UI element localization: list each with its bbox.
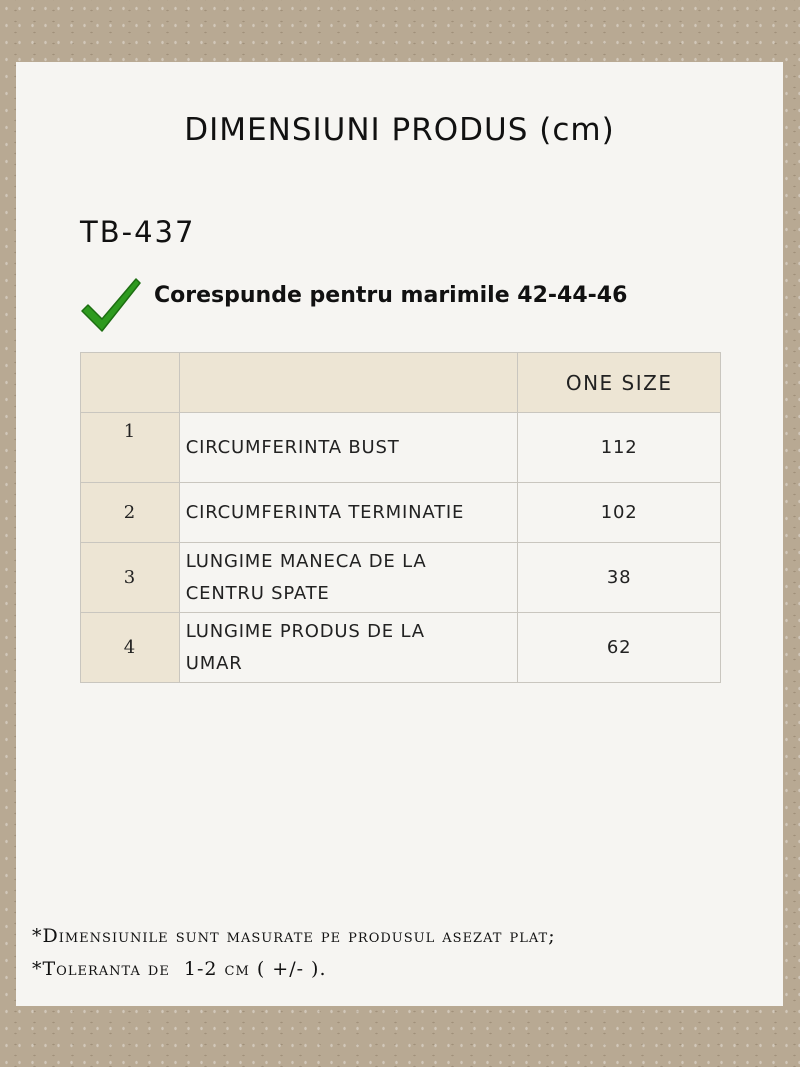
header-measure-cell [179,353,518,413]
check-icon [80,275,142,333]
table-row [81,483,721,543]
table-header-row [81,353,721,413]
table-row [81,543,721,613]
row-measure-line: LUNGIME MANECA DE LA [185,550,427,572]
row-value: 102 [518,483,721,543]
row-measure: CIRCUMFERINTA TERMINATIE [179,483,518,543]
row-index: 4 [81,613,180,683]
row-index: 2 [81,483,180,543]
product-card [16,62,783,1006]
notes [32,920,556,986]
row-index: 1 [81,413,180,483]
note-line: *Toleranta de 1-2 cm ( +/- ). [32,958,327,980]
table-row [81,413,721,483]
row-measure-line: LUNGIME PRODUS DE LA [185,620,425,642]
page-title: DIMENSIUNI PRODUS (cm) [184,112,615,148]
size-table [80,352,721,683]
row-measure: CIRCUMFERINTA BUST [179,413,518,483]
row-measure [179,543,518,613]
row-value: 62 [518,613,721,683]
header-size-cell: ONE SIZE [518,353,721,413]
product-code: TB-437 [80,215,196,249]
table-row [81,613,721,683]
row-measure-line: CENTRU SPATE [185,582,330,604]
row-measure [179,613,518,683]
header-index-cell [81,353,180,413]
note-line: *Dimensiunile sunt masurate pe produsul asezat plat; [32,925,556,947]
row-measure-line: UMAR [185,652,243,674]
fit-row [80,275,627,333]
row-value: 112 [518,413,721,483]
row-index: 3 [81,543,180,613]
fit-text: Corespunde pentru marimile 42-44-46 [154,282,628,308]
row-value: 38 [518,543,721,613]
